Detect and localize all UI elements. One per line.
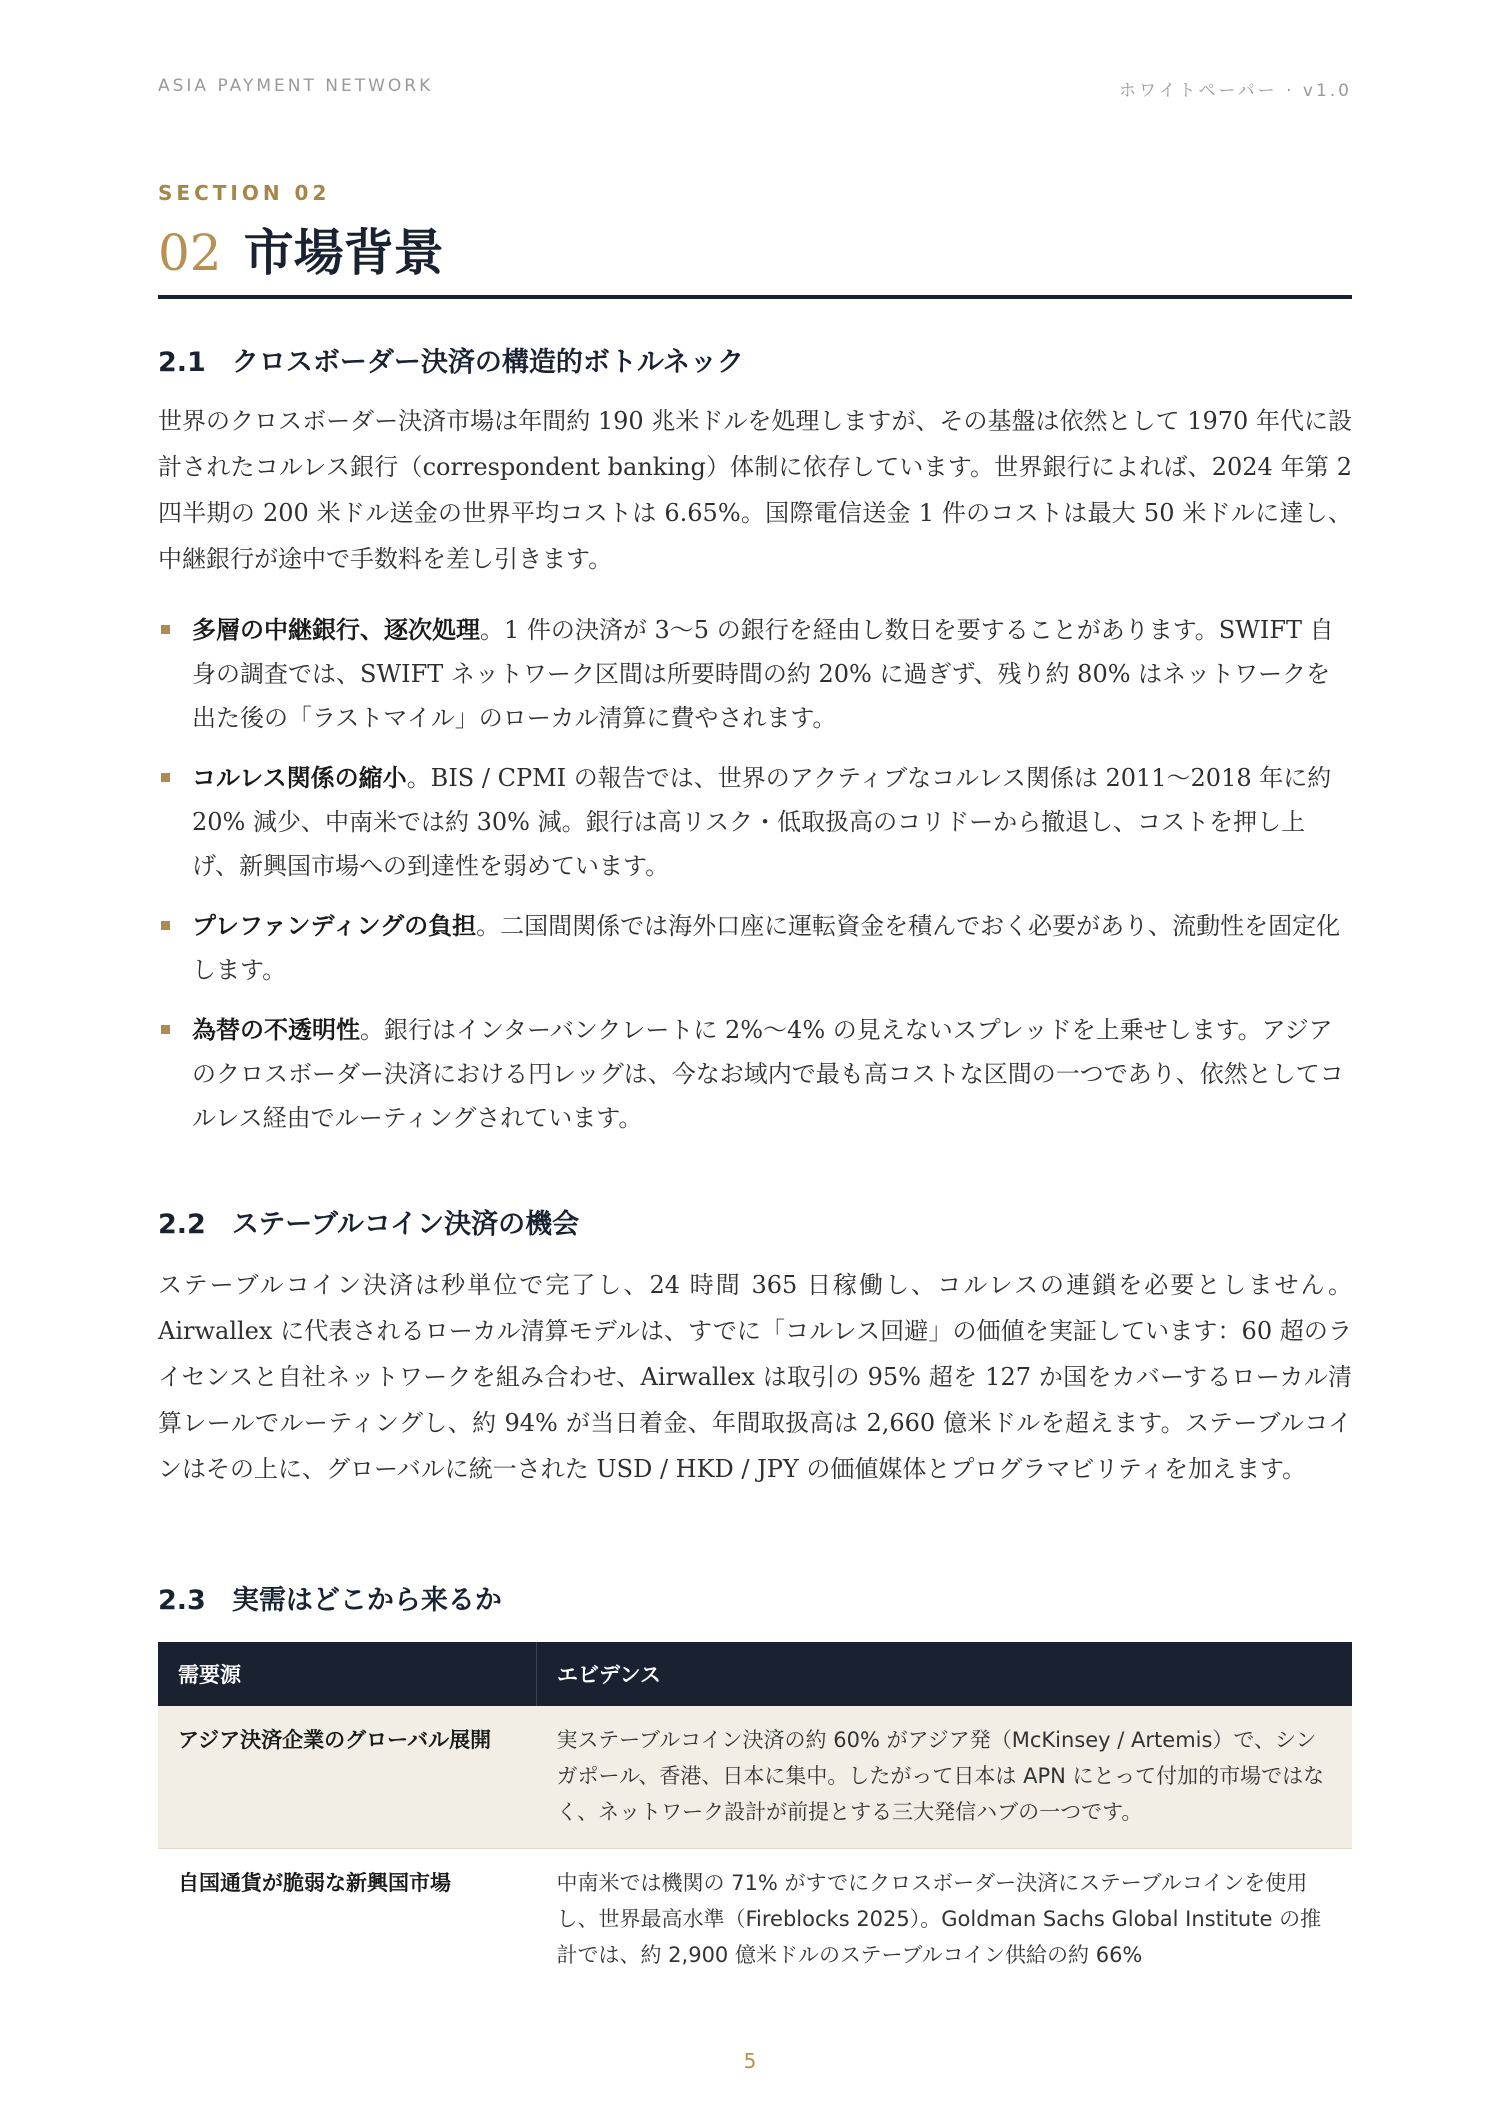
bullet-square-icon — [161, 921, 170, 930]
bullet-square-icon — [161, 625, 170, 634]
bullet-list-2-1 — [158, 608, 1352, 1156]
bullet-item — [158, 1008, 1352, 1140]
bullet-title: プレファンディングの負担 — [192, 911, 477, 940]
bullet-item — [158, 904, 1352, 992]
paragraph-2-2: ステーブルコイン決済は秒単位で完了し、24 時間 365 日稼働し、コルレスの連鎖を必要としません。Airwallex に代表されるローカル清算モデルは、すでに「コルレス回避」の価値を実証しています：60 超のライセンスと自社ネットワークを組み合わせ、Airwallex は取引の 95% 超を 127 か国をカバーするローカル清算レールでルーティングし、約 94% が当日着金、年間取扱高は 2,660 億米ドルを超えます。ステーブルコインはその上に、グローバルに統一された USD / HKD / JPY の価値媒体とプログラマビリティを加えます。 — [158, 1271, 1352, 1483]
bullet-title: 多層の中継銀行、逐次処理 — [192, 615, 480, 644]
bullet-title: コルレス関係の縮小 — [192, 763, 407, 792]
column-header-source: 需要源 — [158, 1642, 537, 1706]
paragraph-2-1: 世界のクロスボーダー決済市場は年間約 190 兆米ドルを処理しますが、その基盤は依然として 1970 年代に設計されたコルレス銀行（correspondent banking）体制に依存しています。世界銀行によれば、2024 年第 2 四半期の 200 米ドル送金の世界平均コストは 6.65%。国際電信送金 1 件のコストは最大 50 米ドルに達し、中継銀行が途中で手数料を差し引きます。 — [158, 407, 1352, 573]
title-rule — [158, 295, 1352, 299]
demand-evidence-table — [158, 1642, 1352, 1991]
table-row — [158, 1706, 1352, 1849]
chapter-title-text: 市場背景 — [243, 223, 444, 282]
heading-2-2-title: ステーブルコイン決済の機会 — [231, 1209, 580, 1240]
cell-source: 自国通貨が脆弱な新興国市場 — [158, 1849, 537, 1992]
heading-2-2-number: 2.2 — [158, 1209, 206, 1240]
bullet-text: 。1 件の決済が 3〜5 の銀行を経由し数日を要することがあります。SWIFT 自身の調査では、SWIFT ネットワーク区間は所要時間の約 20% に過ぎず、残り約 80% はネットワークを出た後の「ラストマイル」のローカル清算に費やされます。 — [192, 616, 1334, 732]
header-brand: ASIA PAYMENT NETWORK — [158, 76, 434, 96]
heading-2-1-number: 2.1 — [158, 347, 206, 378]
heading-2-3 — [158, 1578, 1352, 1617]
bullet-text: 。二国間関係では海外口座に運転資金を積んでおく必要があり、流動性を固定化します。 — [192, 912, 1341, 984]
heading-2-1 — [158, 340, 1352, 379]
heading-2-3-title: 実需はどこから来るか — [231, 1585, 502, 1616]
bullet-text: 。BIS / CPMI の報告では、世界のアクティブなコルレス関係は 2011〜2018 年に約 20% 減少、中南米では約 30% 減。銀行は高リスク・低取扱高のコリドーから撤退し、コストを押し上げ、新興国市場への到達性を弱めています。 — [192, 764, 1332, 880]
heading-2-3-number: 2.3 — [158, 1585, 206, 1616]
bullet-item — [158, 756, 1352, 888]
heading-2-2 — [158, 1202, 1352, 1241]
bullet-item — [158, 608, 1352, 740]
table-row — [158, 1849, 1352, 1992]
bullet-square-icon — [161, 1025, 170, 1034]
page-number: 5 — [743, 2049, 757, 2073]
cell-evidence: 実ステーブルコイン決済の約 60% がアジア発（McKinsey / Artemis）で、シンガポール、香港、日本に集中。したがって日本は APN にとって付加的市場ではなく、ネットワーク設計が前提とする三大発信ハブの一つです。 — [537, 1706, 1353, 1849]
heading-2-1-title: クロスボーダー決済の構造的ボトルネック — [231, 347, 745, 378]
bullet-text: 。銀行はインターバンクレートに 2%〜4% の見えないスプレッドを上乗せします。アジアのクロスボーダー決済における円レッグは、今なお域内で最も高コストな区間の一つであり、依然としてコルレス経由でルーティングされています。 — [192, 1016, 1344, 1132]
chapter-number: 02 — [158, 224, 222, 282]
cell-evidence: 中南米では機関の 71% がすでにクロスボーダー決済にステーブルコインを使用し、世界最高水準（Fireblocks 2025）。Goldman Sachs Global Institute の推計では、約 2,900 億米ドルのステーブルコイン供給の約 66% — [537, 1849, 1353, 1992]
cell-source: アジア決済企業のグローバル展開 — [158, 1706, 537, 1849]
bullet-title: 為替の不透明性 — [192, 1015, 360, 1044]
chapter-title — [158, 218, 1352, 288]
running-header — [158, 76, 1352, 101]
bullet-square-icon — [161, 773, 170, 782]
section-label: SECTION 02 — [158, 181, 331, 205]
table-header-row — [158, 1642, 1352, 1706]
column-header-evidence: エビデンス — [537, 1642, 1353, 1706]
header-doc-version: ホワイトペーパー · v1.0 — [1119, 81, 1352, 101]
